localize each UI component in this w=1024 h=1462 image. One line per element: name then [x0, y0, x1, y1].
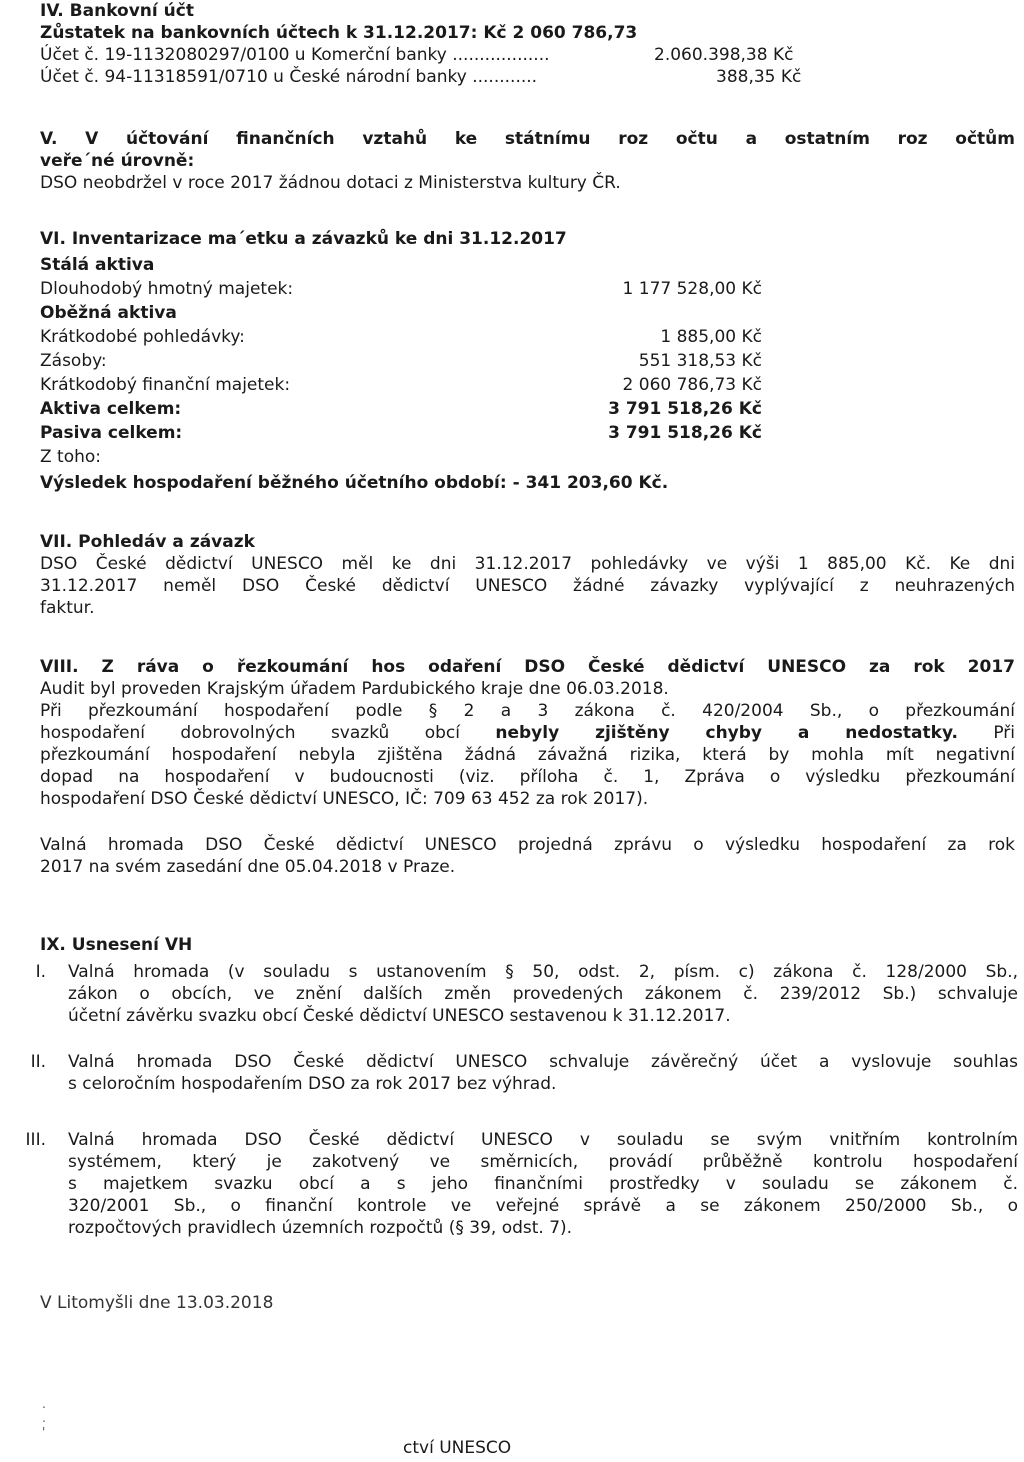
place-date: V Litomyšli dne 13.03.2018: [40, 1293, 274, 1313]
section-heading: VIII. Z ráva o řezkoumání hos odaření DSO České dědictví UNESCO za rok 2017: [40, 657, 1015, 677]
resolution-line: s celoročním hospodařením DSO za rok 2017 bez výhrad.: [68, 1074, 557, 1094]
inventory-label: Oběžná aktiva: [40, 303, 177, 323]
resolution-text: [68, 1051, 1018, 1095]
inventory-value: 3 791 518,26 Kč: [608, 399, 762, 419]
paragraph-line: 2017 na svém zasedání dne 05.04.2018 v Praze.: [40, 857, 456, 877]
resolution-line: 320/2001 Sb., o finanční kontrole ve veřejné správě a se zákonem 250/2000 Sb., o: [68, 1196, 1018, 1216]
section-heading: IX. Usnesení VH: [40, 935, 193, 955]
inventory-label: Aktiva celkem:: [40, 399, 182, 419]
economic-result: Výsledek hospodaření běžného účetního období: - 341 203,60 Kč.: [40, 473, 669, 493]
signature-stamp-text: ctví UNESCO: [403, 1438, 512, 1458]
account-line: [40, 44, 1015, 66]
paragraph-line: DSO České dědictví UNESCO měl ke dni 31.12.2017 pohledávky ve výši 1 885,00 Kč. Ke dni: [40, 554, 1015, 574]
text-run: hospodaření dobrovolných svazků obcí: [40, 723, 460, 743]
inventory-label: Dlouhodobý hmotný majetek:: [40, 279, 294, 299]
paragraph-line: 31.12.2017 neměl DSO České dědictví UNESCO žádné závazky vyplývající z neuhrazených: [40, 576, 1015, 596]
resolution-line: systémem, který je zakotvený ve směrnicích, provádí průběžně kontrolu hospodaření: [68, 1152, 1018, 1172]
paragraph: DSO neobdržel v roce 2017 žádnou dotaci z Ministerstva kultury ČR.: [40, 173, 621, 193]
resolution-line: s majetkem svazku obcí a s jeho finančními prostředky v souladu se zákonem č.: [68, 1174, 1018, 1194]
resolution-line: Valná hromada DSO České dědictví UNESCO schvaluje závěrečný účet a vyslovuje souhlas: [68, 1052, 1018, 1072]
paragraph-line: faktur.: [40, 598, 95, 618]
paragraph-line: dopad na hospodaření v budoucnosti (viz. příloha č. 1, Zpráva o výsledku přezkoumání: [40, 767, 1015, 787]
inventory-row: [40, 326, 1015, 350]
signature-area: [40, 1292, 1015, 1314]
resolution-text: [68, 961, 1018, 1027]
section-audit: [40, 656, 1015, 878]
inventory-table: [40, 254, 1015, 470]
paragraph-line: Při přezkoumání hospodaření podle § 2 a 3 zákona č. 420/2004 Sb., o přezkoumání: [40, 701, 1015, 721]
inventory-label: Zásoby:: [40, 351, 107, 371]
section-resolution: [40, 934, 1015, 956]
text-run: Při: [993, 723, 1015, 743]
inventory-value: 551 318,53 Kč: [638, 351, 762, 371]
inventory-value: 2 060 786,73 Kč: [622, 375, 762, 395]
audit-finding: nebyly zjištěny chyby a nedostatky.: [495, 723, 958, 743]
inventory-label: Krátkodobý finanční majetek:: [40, 375, 291, 395]
resolution-line: rozpočtových pravidlech územních rozpočtů (§ 39, odst. 7).: [68, 1218, 573, 1238]
account-list: [40, 44, 1015, 88]
resolution-line: Valná hromada (v souladu s ustanovením § 50, odst. 2, písm. c) zákona č. 128/2000 Sb.,: [68, 962, 1018, 982]
section-financial-relations: [40, 128, 1015, 194]
section-inventory: [40, 228, 1015, 494]
resolution-line: zákon o obcích, ve znění dalších změn provedených zákonem č. 239/2012 Sb.) schvaluje: [68, 984, 1018, 1004]
inventory-value: 1 177 528,00 Kč: [622, 279, 762, 299]
inventory-label: Z toho:: [40, 447, 102, 467]
inventory-row: [40, 398, 1015, 422]
inventory-value: 3 791 518,26 Kč: [608, 423, 762, 443]
account-number: Účet č. 94-11318591/0710 u České národní banky ............: [40, 67, 538, 87]
resolution-text: [68, 1129, 1018, 1239]
inventory-label: Pasiva celkem:: [40, 423, 183, 443]
section-heading: VII. Pohledáv a závazk: [40, 532, 255, 552]
section-bank-accounts: [40, 0, 1015, 88]
inventory-label: Krátkodobé pohledávky:: [40, 327, 245, 347]
inventory-row: [40, 374, 1015, 398]
inventory-row: [40, 350, 1015, 374]
inventory-row: [40, 422, 1015, 446]
account-line: [40, 66, 1015, 88]
paragraph-line: přezkoumání hospodaření nebyla zjištěna žádná závažná rizika, která by mohla mít negativní: [40, 745, 1015, 765]
resolution-number: III.: [25, 1130, 46, 1150]
inventory-row: [40, 302, 1015, 326]
account-amount: 388,35 Kč: [716, 67, 802, 87]
section-heading-cont: veře´né úrovně:: [40, 151, 195, 171]
bank-balance: Zůstatek na bankovních účtech k 31.12.2017: Kč 2 060 786,73: [40, 23, 638, 43]
paragraph-line: Valná hromada DSO České dědictví UNESCO projedná zprávu o výsledku hospodaření za rok: [40, 835, 1015, 855]
paragraph-line: [40, 722, 1015, 744]
inventory-row: [40, 254, 1015, 278]
scan-marks: . . ': [42, 1397, 46, 1439]
inventory-row: [40, 278, 1015, 302]
inventory-value: 1 885,00 Kč: [660, 327, 762, 347]
paragraph-line: hospodaření DSO České dědictví UNESCO, IČ: 709 63 452 za rok 2017).: [40, 789, 649, 809]
resolution-line: Valná hromada DSO České dědictví UNESCO v souladu se svým vnitřním kontrolním: [68, 1130, 1018, 1150]
section-receivables: [40, 531, 1015, 619]
account-amount: 2.060.398,38 Kč: [654, 45, 794, 65]
paragraph-line: Audit byl proveden Krajským úřadem Pardubického kraje dne 06.03.2018.: [40, 679, 669, 699]
inventory-row: [40, 446, 1015, 470]
inventory-label: Stálá aktiva: [40, 255, 155, 275]
section-heading: IV. Bankovní účt: [40, 1, 194, 21]
resolution-line: účetní závěrku svazku obcí České dědictví UNESCO sestavenou k 31.12.2017.: [68, 1006, 731, 1026]
section-heading: V. V účtování finančních vztahů ke státnímu roz očtu a ostatním roz očtům: [40, 129, 1015, 149]
resolution-number: II.: [30, 1052, 46, 1072]
resolution-number: I.: [35, 962, 46, 982]
account-number: Účet č. 19-1132080297/0100 u Komerční banky ..................: [40, 45, 550, 65]
section-heading: VI. Inventarizace ma´etku a závazků ke dni 31.12.2017: [40, 229, 567, 249]
